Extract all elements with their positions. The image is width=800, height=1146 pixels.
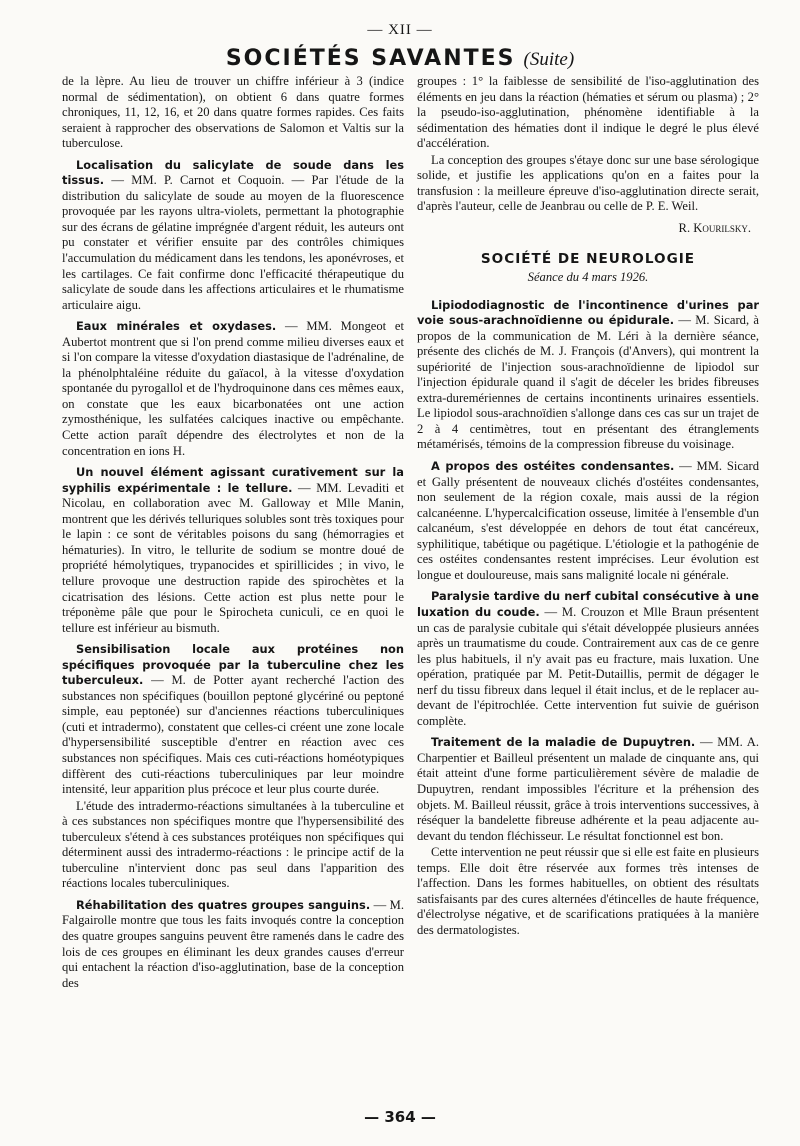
paragraph-text: — MM. A. Charpentier et Bailleul présentent un malade de cinquante ans, qui était atteint d'une forme particulièrement sévère de maladie de Dupuytren, rendant impossibles l'écriture et la préhension des objets. M. Bailleul réussit, grâce à trois interventions successives, à réséquer la bandelette fibreuse adhérente et la peau adjacente au-devant du tendon fléchisseur. Le résultat fonctionnel est bon.: [417, 735, 759, 843]
right-column-bottom: [417, 298, 759, 939]
section-title: SOCIÉTÉS SAVANTES: [225, 46, 516, 71]
paragraph-text: — M. de Potter ayant recherché l'action des substances non spécifiques (bouillon peptoné glycériné ou peptoné simple, eau peptonée) sur d'anciennes réactions tuberculiniques (cuti et intradermo), constatent que celles-ci créent une zone locale d'hypersensibilité susceptible d'entrer en réaction avec ces substances non spécifiques. Mais ces cuti-réactions homéotypiques diffèrent des cuti-réactions tuberculiniques par leur moindre intensité, leur apparition plus précoce et leur plus courte durée.: [62, 673, 404, 797]
paragraph-text: — M. Sicard, à propos de la communication de M. Léri à la dernière séance, présente des clichés de M. J. François (d'Anvers), qui montrent la supériorité de l'injection sous-arachnoïdienne de lipiodol sur l'injection épidurale quand il s'agit de déceler les brides fibreuses extra-duremériennes de certains incontinents urinaires essentiels. Le lipiodol sous-arachnoïdien s'allonge dans ces cas sur un trajet de 2 à 4 centimètres, tout en présentant des étranglements métamérisés, témoins de la compression fibreuse du voisinage.: [417, 313, 759, 452]
running-head: — XII —: [367, 22, 433, 38]
paragraph: [62, 465, 404, 636]
paragraph-lead: Lipiododiagnostic de l'incontinence d'urines par voie sous-arachnoïdienne ou épidurale.: [417, 297, 759, 328]
paragraph: [62, 319, 404, 459]
paragraph-lead: Traitement de la maladie de Dupuytren.: [431, 735, 696, 750]
journal-title: [0, 46, 800, 71]
session-date: Séance du 4 mars 1926.: [527, 270, 649, 285]
paragraph: [417, 735, 759, 844]
paragraph-text: — M. Falgairolle montre que tous les faits invoqués contre la conception des quatre groupes sanguins peuvent être ramenés dans le cadre des lois de ces groupes en éliminant les deux grandes causes d'erreur qui entachent la réaction d'iso-agglutination, base de la conception des: [62, 897, 404, 990]
paragraph: [417, 845, 759, 938]
paragraph-text: — MM. Mongeot et Aubertot montrent que si l'on prend comme milieu diverses eaux et si l'on compare la vitesse d'oxydation diastasique de l'adrénaline, de la phénolphtaléine réduite du gaïacol, à la vitesse d'oxydation spontanée du pyrogallol et de l'hydroquinone dans ces mêmes eaux, on constate que les eaux bicarbonatées ont une action zymosthénique, les sulfatées calciques inactive ou empêchante. Cette action paraît dépendre des électrolytes et non de la concentration en ions H.: [62, 319, 404, 458]
society-title: SOCIÉTÉ DE NEUROLOGIE: [480, 251, 696, 268]
paragraph-text: L'étude des intradermo-réactions simultanées à la tuberculine et à ces substances non spécifiques montre que l'hypersensibilité des tuberculeux s'étend à ces substances protéiques non spécifiques qui déterminent aussi des intradermo-réactions : le principe actif de la tuberculine n'intervient donc pas seul dans l'apparition des réactions locales tuberculiniques.: [62, 798, 404, 891]
right-column-top: [417, 74, 759, 215]
paragraph-text: Cette intervention ne peut réussir que si elle est faite en plusieurs temps. Elle doit être réservée aux formes très intenses de l'affection. Dans les formes habituelles, on obtient des résultats satisfaisants par des cures alternées d'étincelles de haute fréquence, d'électrolyse négative, et de scarifications pratiquées à la manière des dermatologistes.: [417, 845, 759, 937]
paragraph: [62, 74, 404, 152]
paragraph: [417, 589, 759, 729]
paragraph-lead: Localisation du salicylate de soude dans les tissus.: [62, 157, 404, 188]
paragraph-text: — MM. Sicard et Gally présentent de nouveaux clichés d'ostéites condensantes, non seulement de la région coxale, mais aussi de la région calcanéenne. L'hypercalcification osseuse, limitée à l'ensemble d'un calcanéum, s'est développée en dehors de tout état cancéreux, syphilitique, tabétique ou pagétique. L'étiologie et la pathogénie de ces ostéites condensantes restent imprécises. Leur évolution est longue et douloureuse, mais sans malignité locale ni générale.: [417, 459, 759, 582]
signature: R. Kourilsky.: [678, 220, 751, 235]
paragraph-text: de la lèpre. Au lieu de trouver un chiffre inférieur à 3 (indice normal de sédimentation), on obtient 6 dans quatre formes chroniques, 11, 12, 16, et 20 dans quatre formes rapides. Ces faits seraient à rapprocher des observations de Salomon et Valtis sur la tuberculose.: [62, 74, 404, 151]
paragraph-lead: A propos des ostéites condensantes.: [431, 459, 675, 474]
paragraph-lead: Réhabilitation des quatres groupes sanguins.: [76, 897, 371, 912]
paragraph: [417, 74, 759, 152]
section-suite: (Suite): [523, 49, 575, 70]
paragraph: [62, 158, 404, 313]
paragraph-lead: Eaux minérales et oxydases.: [76, 319, 277, 334]
paragraph-lead: Sensibilisation locale aux protéines non spécifiques provoquée par la tuberculine chez les tuberculeux.: [62, 642, 404, 688]
page-number: — 364 —: [364, 1108, 436, 1126]
paragraph-lead: Un nouvel élément agissant curativement sur la syphilis expérimentale : le tellure.: [62, 465, 404, 495]
paragraph-text: groupes : 1° la faiblesse de sensibilité de l'iso-agglutination des éléments en jeu dans la réaction (hématies et sérum ou plasma) ; 2° la pseudo-iso-agglutination, phénomène identifiable à la sédimentation des hématies dont il indique le degré le plus élevé d'accélération.: [417, 74, 759, 151]
paragraph: [62, 642, 404, 797]
paragraph-text: — M. Crouzon et Mlle Braun présentent un cas de paralysie cubitale qui s'était développée plusieurs années après un traumatisme du coude. Contrairement aux cas de ce genre les plus habituels, il n'y avait pas eu fracture, mais luxation. Une opération, pratiquée par M. Petit-Dutaillis, permit de dégager le nerf du tissu fibreux dans lequel il était inclus, et de le replacer au-devant de l'épitrochlée. Cette intervention fut suivie de guérison complète.: [417, 604, 759, 728]
paragraph-text: La conception des groupes s'étaye donc sur une base sérologique solide, et justifie les applications qu'on en a faites pour la transfusion : la meilleure épreuve d'iso-agglutination directe serait, d'après l'auteur, celle de Jeanbrau ou celle de P. E. Weil.: [417, 152, 759, 214]
paragraph: [62, 898, 404, 991]
paragraph-text: — MM. P. Carnot et Coquoin. — Par l'étude de la distribution du salicylate de soude au moyen de la fluorescence provoquée par les rayons ultra-violets, permettant la photographie sur des écrans de gélatine imprégnée d'argent réduit, les auteurs ont pu constater et vérifier ensuite par des contrôles chimiques l'accumulation du médicament dans les tendons, les aponévroses, et les cartilages. Ce fait confirme donc l'efficacité thérapeutique du salicylate de soude dans les affections articulaires et le rhumatisme articulaire aigu.: [62, 173, 404, 312]
paragraph: [417, 298, 759, 453]
paragraph: [417, 153, 759, 215]
paragraph: [62, 799, 404, 892]
paragraph: [417, 459, 759, 583]
left-column: [62, 74, 404, 992]
paragraph-lead: Paralysie tardive du nerf cubital consécutive à une luxation du coude.: [417, 589, 759, 619]
right-column: [417, 74, 759, 939]
paragraph-text: — MM. Levaditi et Nicolau, en collaboration avec M. Galloway et Mlle Manin, montrent que les dérivés telluriques solubles sont très toxiques pour le lapin : ce sont de véritables poisons du sang (hémorragies et hématuries). In vitro, le tellurite de sodium se montre doué de propriété hémolytiques, trypanocides et spirillicides ; in vivo, le tellure provoque une destruction rapide des spirochètes et la cicatrisation des lésions. Cette action est plus nette pour le tréponème pâle que pour le Spirocheta cuniculi, ce en quoi le tellure est inférieur au bismuth.: [62, 480, 404, 635]
